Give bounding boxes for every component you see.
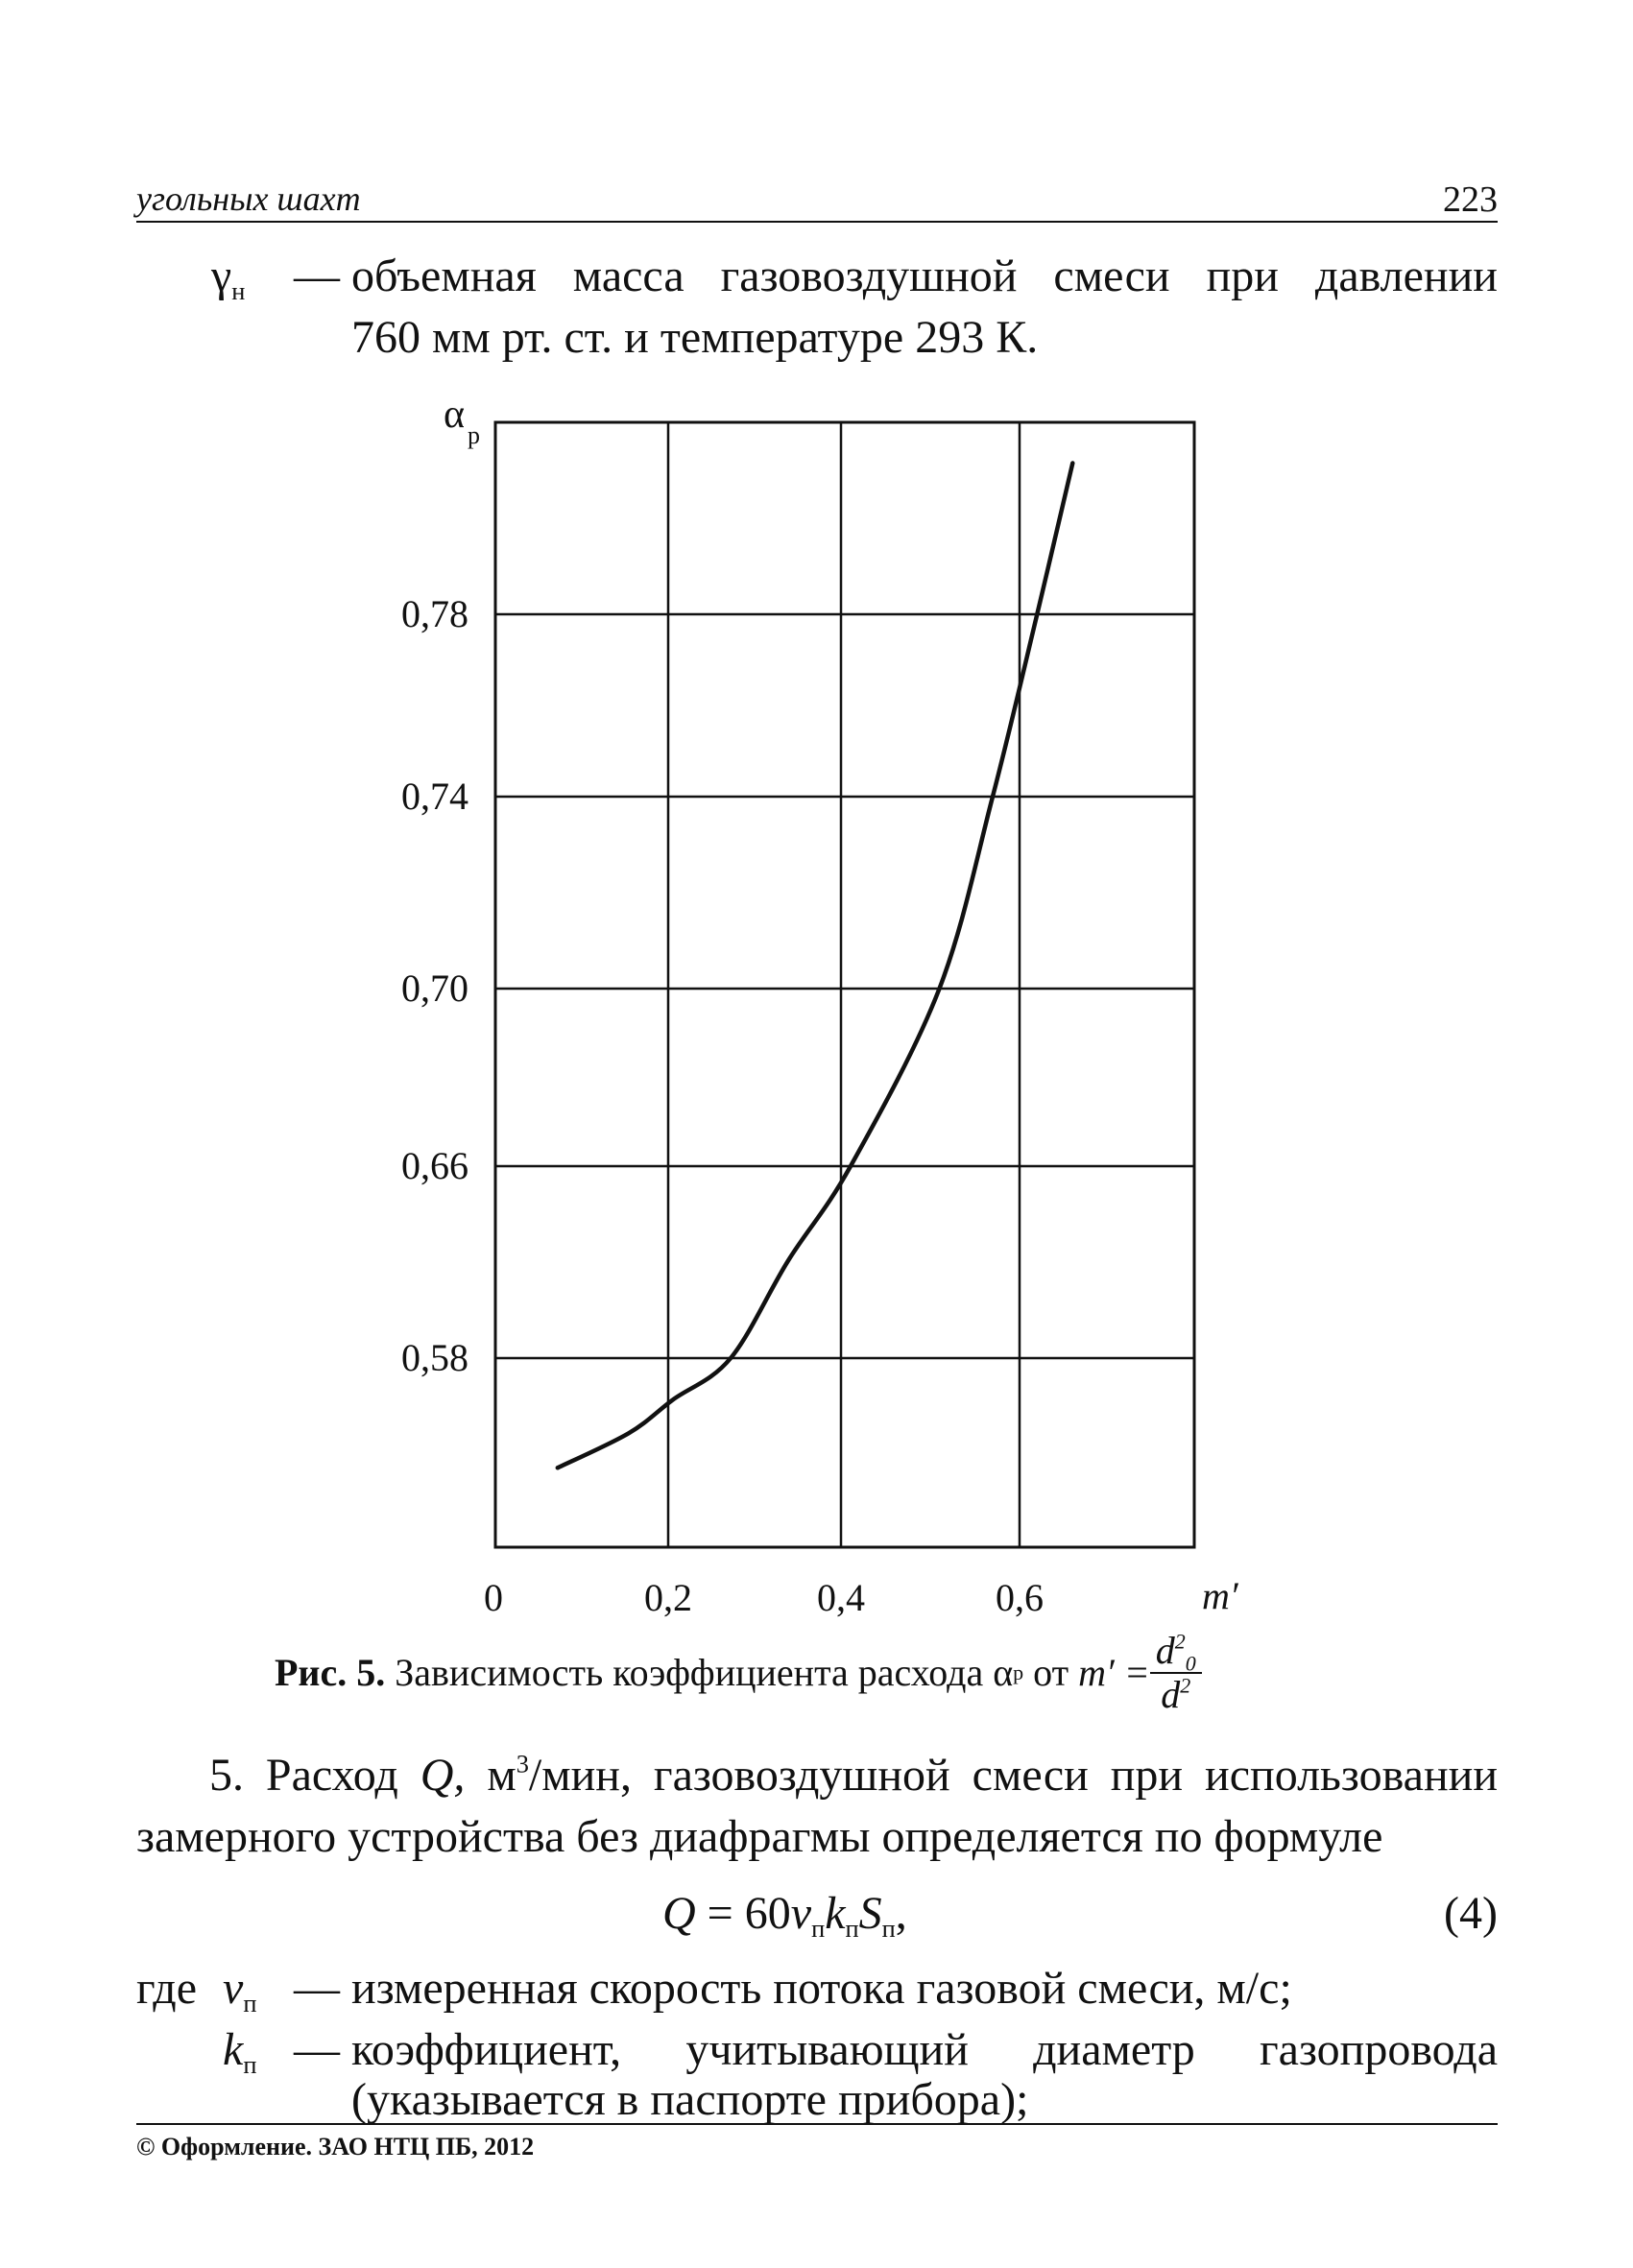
where-symbol-v: $v_п$ (223, 1963, 257, 2018)
caption-text: Зависимость коэффициента расхода α (395, 1651, 1014, 1694)
x-tick-label: 0,2 (644, 1576, 692, 1619)
paragraph-5-line1: 5. Расход Q, $м^3$/мин, газовоздушной смеси при использовании (209, 1749, 1499, 1801)
y-axis-label: α (444, 393, 466, 437)
chart-grid (495, 422, 1194, 1547)
section-name: угольных шахт (136, 179, 361, 218)
gamma-symbol: $\gamma_н$ (211, 251, 246, 306)
footer-rule (136, 2123, 1498, 2125)
gamma-dash: — (294, 251, 340, 301)
y-tick-label: 0,70 (401, 967, 468, 1010)
caption-from: от (1033, 1651, 1069, 1694)
x-tick-label: 0,6 (996, 1576, 1044, 1619)
page-number: 223 (1443, 179, 1498, 220)
chart-ticks (401, 592, 1044, 1619)
y-tick-label: 0,78 (401, 592, 468, 635)
gamma-definition-line1: объемная масса газовоздушной смеси при давлении (351, 251, 1498, 301)
caption-fraction: $\frac{d^2_0}{d^2}$ (1150, 1630, 1202, 1716)
gamma-definition-line2: 760 мм рт. ст. и температуре 293 К. (351, 312, 1039, 363)
paragraph-5-line2: замерного устройства без диафрагмы определяется по формуле (136, 1811, 1383, 1862)
formula-number: (4) (1444, 1888, 1498, 1939)
y-tick-label: 0,66 (401, 1144, 468, 1187)
where-dash-v: — (294, 1963, 340, 2014)
x-tick-label: 0 (484, 1576, 503, 1619)
where-def-k-line1: коэффициент, учитывающий диаметр газопровода (351, 2024, 1498, 2075)
chart-frame (495, 422, 1194, 1547)
y-axis-label-sub: р (468, 421, 480, 449)
caption-label: Рис. 5. (275, 1651, 386, 1694)
where-word: где (136, 1963, 198, 2014)
y-tick-label: 0,58 (401, 1336, 468, 1379)
formula-4: $Q = 60v_пk_пS_п$, (662, 1888, 907, 1944)
where-symbol-k: $k_п$ (223, 2024, 257, 2080)
figure-caption: Рис. 5. Зависимость коэффициента расхода α р от m′ = $\frac{d^2_0}{d^2}$ (275, 1620, 1427, 1726)
caption-var: m′ = (1078, 1651, 1150, 1694)
where-dash-k: — (294, 2024, 340, 2075)
where-def-v: измеренная скорость потока газовой смеси, м/с; (351, 1963, 1292, 2014)
where-def-k-line2: (указывается в паспорте прибора); (351, 2074, 1029, 2125)
footer-copyright: © Оформление. ЗАО НТЦ ПБ, 2012 (136, 2133, 535, 2161)
x-axis-label: m′ (1202, 1574, 1238, 1617)
y-tick-label: 0,74 (401, 775, 468, 818)
x-tick-label: 0,4 (817, 1576, 865, 1619)
